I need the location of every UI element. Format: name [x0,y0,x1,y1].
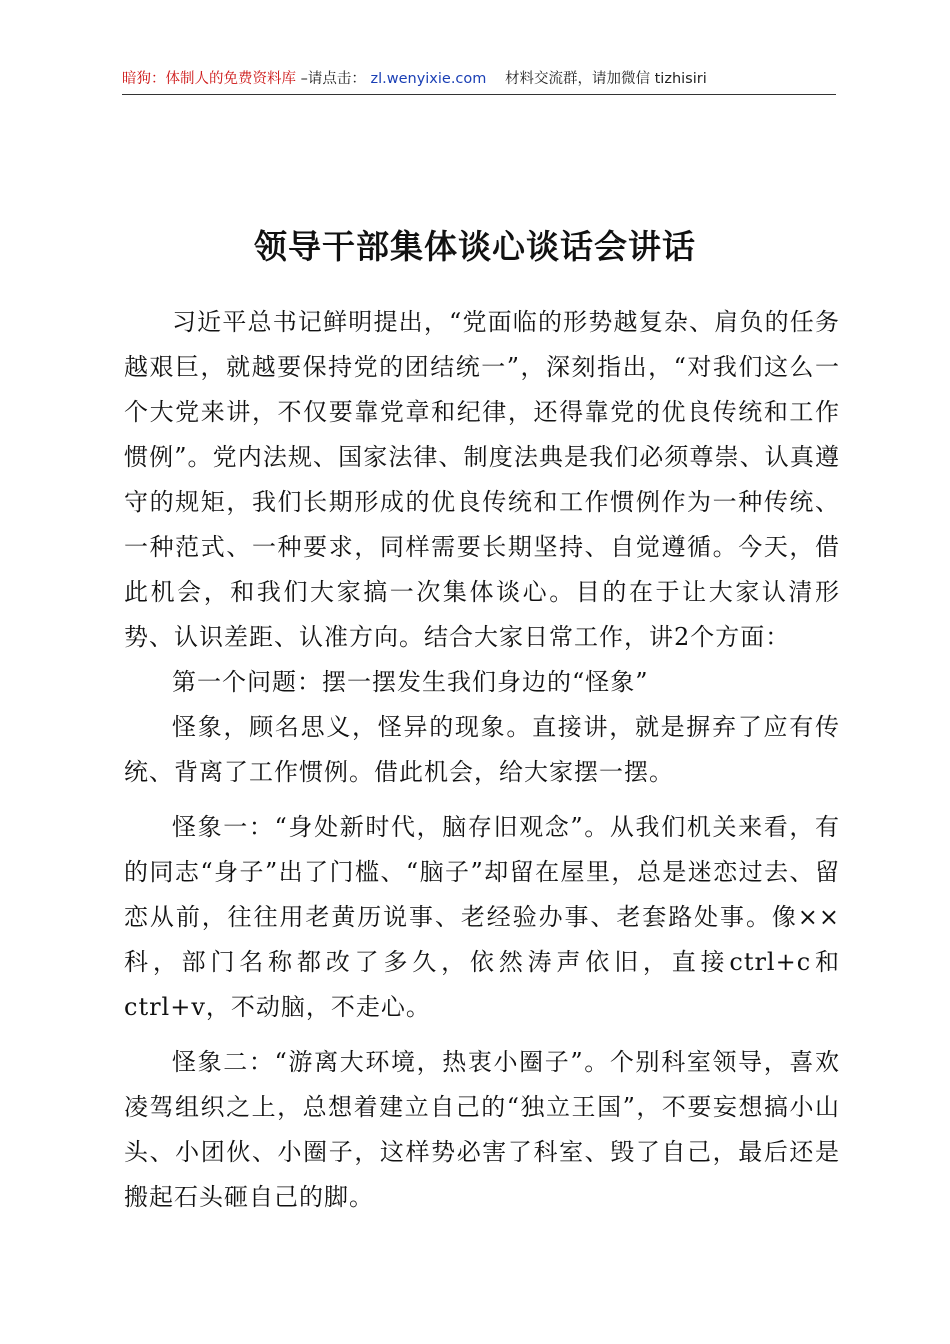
header-link[interactable]: zl.wenyixie.com [370,71,487,87]
paragraph-phenomenon-one: 怪象一：“身处新时代，脑存旧观念”。从我们机关来看，有的同志“身子”出了门槛、“脑子”却留在屋里，总是迷恋过去、留恋从前，往往用老黄历说事、老经验办事、老套路处事。像××科，部门名称都改了多久，依然涛声依旧，直接ctrl+c和ctrl+v，不动脑，不走心。 [124,813,840,1021]
header-click-prompt: –请点击： [300,71,366,87]
document-body [124,300,840,1220]
page-header [122,64,836,95]
paragraph-phenomenon-two: 怪象二：“游离大环境，热衷小圈子”。个别科室领导，喜欢凌驾组织之上，总想着建立自己的“独立王国”，不要妄想搞小山头、小团伙、小圈子，这样势必害了科室、毁了自己，最后还是搬起石头砸自己的脚。 [124,1048,840,1211]
document-title: 领导干部集体谈心谈话会讲话 [254,227,696,266]
header-wechat-note: 材料交流群，请加微信 tizhisiri [505,71,707,87]
section-heading: 第一个问题：摆一摆发生我们身边的“怪象” [172,668,649,696]
paragraph-definition: 怪象，顾名思义，怪异的现象。直接讲，就是摒弃了应有传统、背离了工作惯例。借此机会，给大家摆一摆。 [124,713,840,786]
header-site-name: 暗狗：体制人的免费资料库 [122,71,296,87]
paragraph-intro: 习近平总书记鲜明提出，“党面临的形势越复杂、肩负的任务越艰巨，就越要保持党的团结统一”，深刻指出，“对我们这么一个大党来讲，不仅要靠党章和纪律，还得靠党的优良传统和工作惯例”。党内法规、国家法律、制度法典是我们必须尊崇、认真遵守的规矩，我们长期形成的优良传统和工作惯例作为一种传统、一种范式、一种要求，同样需要长期坚持、自觉遵循。今天，借此机会，和我们大家搞一次集体谈心。目的在于让大家认清形势、认识差距、认准方向。结合大家日常工作，讲2个方面： [124,308,840,651]
